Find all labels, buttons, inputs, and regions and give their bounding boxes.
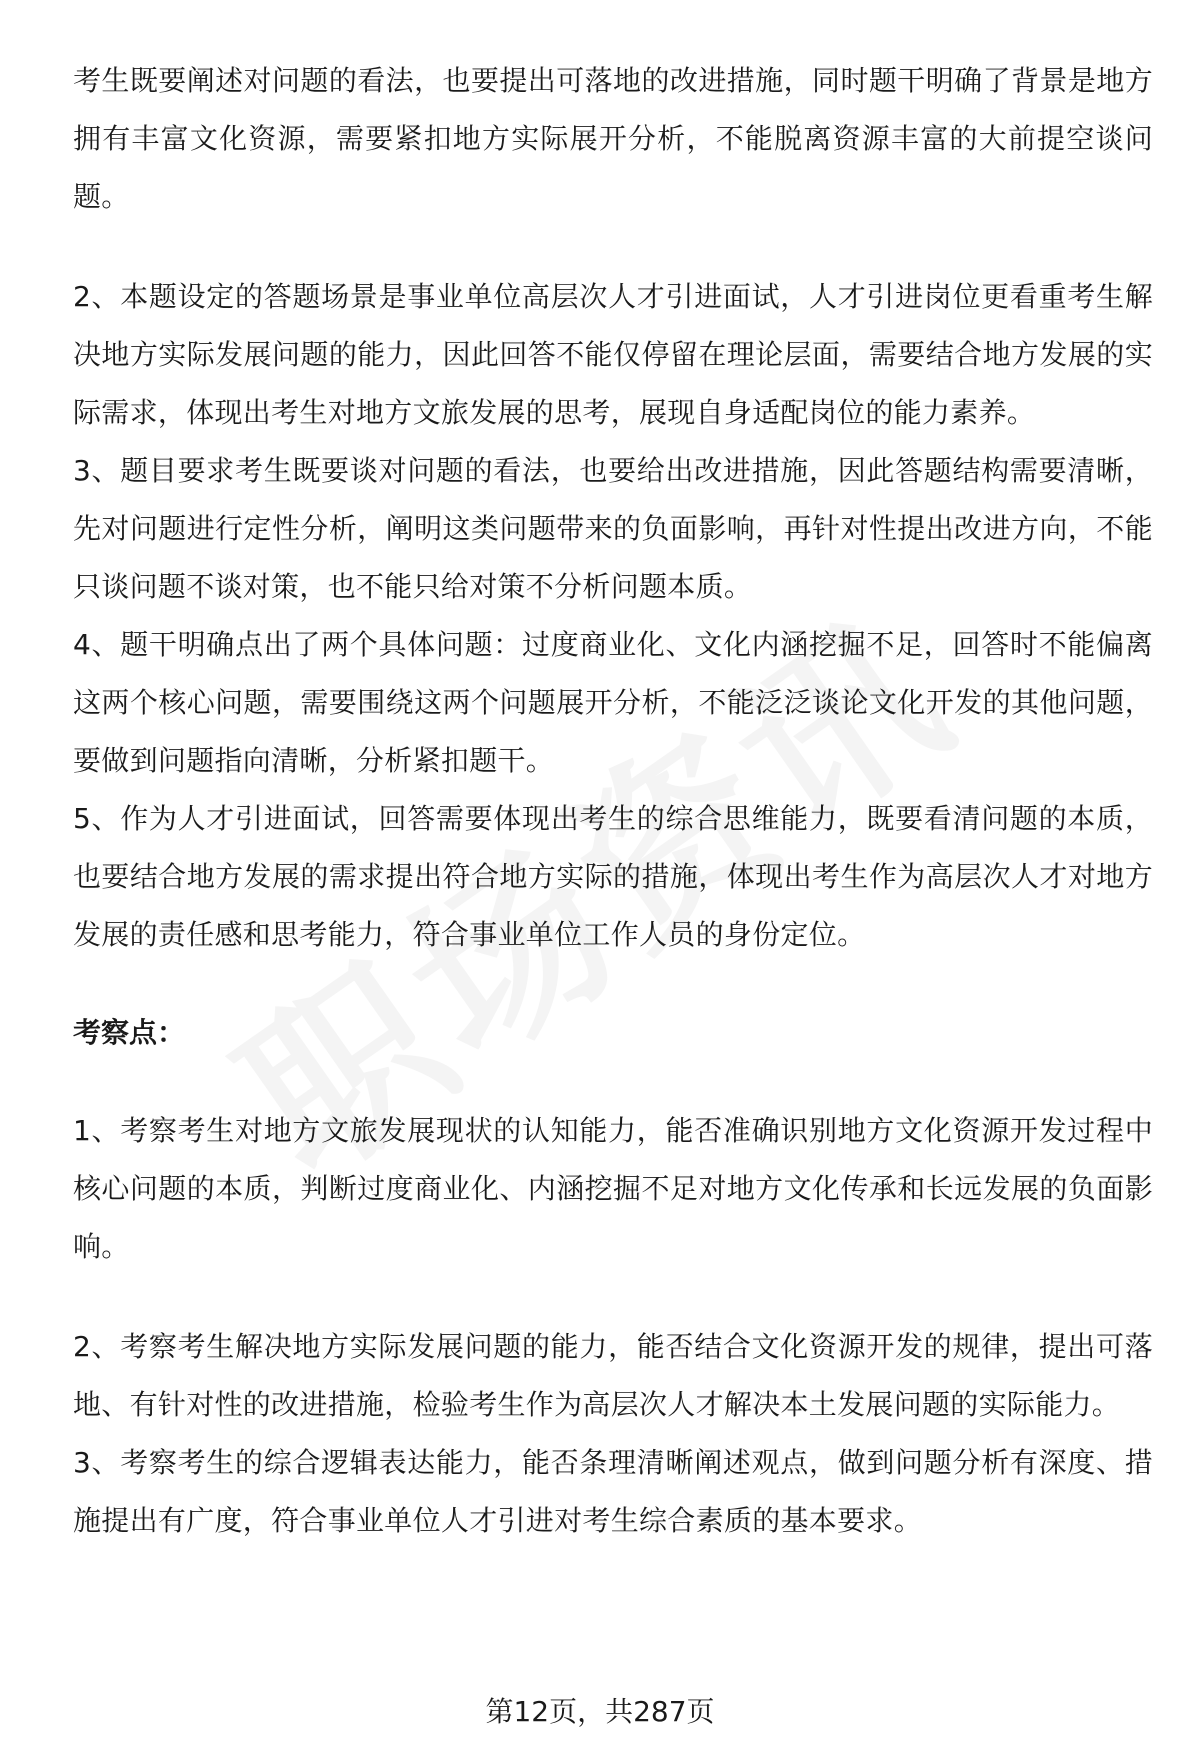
section-heading: 考察点： (73, 1016, 186, 1049)
paragraph-2: 2、本题设定的答题场景是事业单位高层次人才引进面试，人才引进岗位更看重考生解决地方实际发展问题的能力，因此回答不能仅停留在理论层面，需要结合地方发展的实际需求，体现出考生对地方文旅发展的思考，展现自身适配岗位的能力素养。 (73, 280, 1153, 429)
paragraph-3: 3、题目要求考生既要谈对问题的看法，也要给出改进措施，因此答题结构需要清晰，先对问题进行定性分析，阐明这类问题带来的负面影响，再针对性提出改进方向，不能只谈问题不谈对策，也不能只给对策不分析问题本质。 (73, 454, 1153, 603)
document-body (73, 52, 1153, 1550)
paragraph-5: 5、作为人才引进面试，回答需要体现出考生的综合思维能力，既要看清问题的本质，也要结合地方发展的需求提出符合地方实际的措施，体现出考生作为高层次人才对地方发展的责任感和思考能力，符合事业单位工作人员的身份定位。 (73, 802, 1153, 951)
point-3: 3、考察考生的综合逻辑表达能力，能否条理清晰阐述观点，做到问题分析有深度、措施提出有广度，符合事业单位人才引进对考生综合素质的基本要求。 (73, 1446, 1153, 1537)
page-number-footer: 第12页，共287页 (485, 1695, 715, 1728)
paragraph-intro: 考生既要阐述对问题的看法，也要提出可落地的改进措施，同时题干明确了背景是地方拥有丰富文化资源，需要紧扣地方实际展开分析，不能脱离资源丰富的大前提空谈问题。 (73, 64, 1153, 213)
point-1: 1、考察考生对地方文旅发展现状的认知能力，能否准确识别地方文化资源开发过程中核心问题的本质，判断过度商业化、内涵挖掘不足对地方文化传承和长远发展的负面影响。 (73, 1114, 1153, 1263)
paragraph-4: 4、题干明确点出了两个具体问题：过度商业化、文化内涵挖掘不足，回答时不能偏离这两个核心问题，需要围绕这两个问题展开分析，不能泛泛谈论文化开发的其他问题，要做到问题指向清晰，分析紧扣题干。 (73, 628, 1153, 777)
point-2: 2、考察考生解决地方实际发展问题的能力，能否结合文化资源开发的规律，提出可落地、有针对性的改进措施，检验考生作为高层次人才解决本土发展问题的实际能力。 (73, 1330, 1153, 1421)
